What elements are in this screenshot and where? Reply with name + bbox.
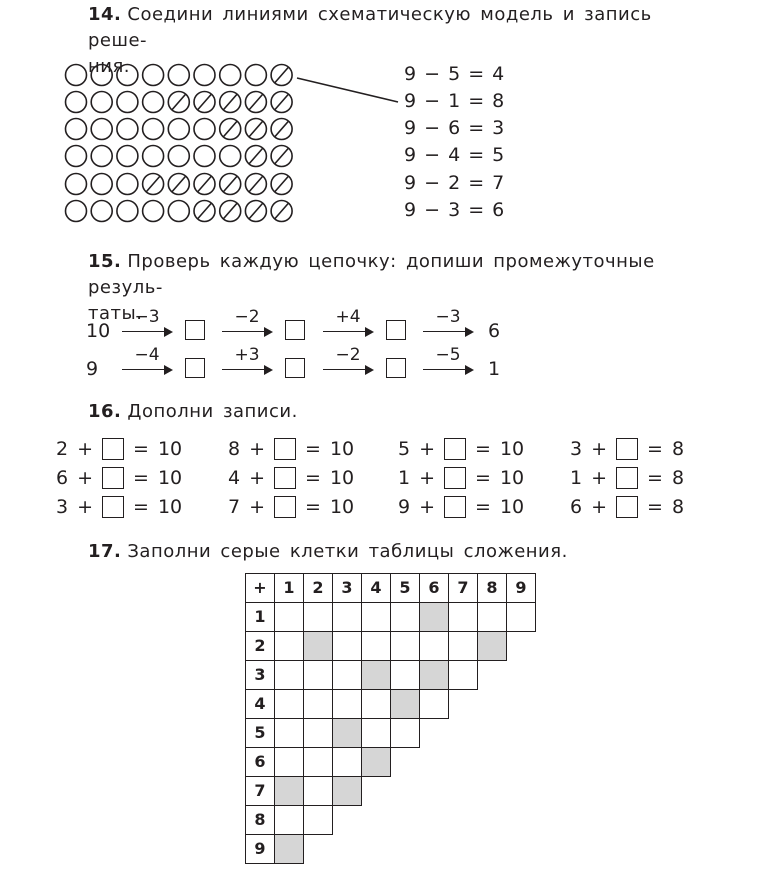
task-number: 15.	[88, 251, 122, 272]
plus-sign: +	[249, 467, 266, 489]
table-cell	[332, 689, 362, 719]
plus-sign: +	[77, 496, 94, 518]
circle	[117, 174, 138, 195]
arrow-shaft	[122, 369, 166, 370]
arrow-head	[365, 327, 374, 337]
circle	[143, 119, 164, 140]
fill-equation	[56, 465, 182, 491]
cross-out-stroke	[275, 148, 289, 164]
equals-sign: =	[475, 467, 491, 489]
gray-cell[interactable]	[477, 631, 507, 661]
arrow-operation: −4	[134, 345, 160, 365]
table-cell	[506, 602, 536, 632]
table-cell	[303, 747, 333, 777]
table-cell	[448, 602, 478, 632]
circle	[194, 65, 215, 86]
circle	[168, 146, 189, 167]
column-header: 2	[303, 573, 333, 603]
column-header: 6	[419, 573, 449, 603]
cross-out-stroke	[172, 176, 186, 192]
table-cell	[419, 631, 449, 661]
answer-box[interactable]	[444, 496, 466, 518]
fill-equation	[56, 494, 182, 520]
chain-row	[0, 345, 768, 386]
table-cell	[419, 689, 449, 719]
cross-out-stroke	[275, 121, 289, 137]
table-cell	[390, 718, 420, 748]
bead-row-drawing	[64, 172, 299, 198]
bead-row-drawing	[64, 199, 299, 225]
column-header: 9	[506, 573, 536, 603]
table-cell	[274, 805, 304, 835]
plus-sign: +	[591, 467, 608, 489]
cross-out-stroke	[275, 176, 289, 192]
equals-sign: =	[305, 467, 321, 489]
cross-out-stroke	[223, 176, 237, 192]
answer-box[interactable]	[386, 320, 406, 340]
table-cell	[477, 602, 507, 632]
sum: 10	[157, 467, 183, 489]
fill-equation	[56, 436, 182, 462]
task-number: 16.	[88, 401, 122, 422]
circle	[168, 201, 189, 222]
sum: 10	[157, 496, 183, 518]
row-header: 2	[245, 631, 275, 661]
row-header: 4	[245, 689, 275, 719]
circle	[220, 65, 241, 86]
cross-out-stroke	[198, 176, 212, 192]
arrow-head	[264, 365, 273, 375]
table-cell	[332, 602, 362, 632]
answer-box[interactable]	[274, 467, 296, 489]
circle	[91, 119, 112, 140]
answer-box[interactable]	[102, 496, 124, 518]
table-cell	[274, 689, 304, 719]
addend: 5	[398, 438, 411, 460]
plus-sign: +	[419, 496, 436, 518]
connector-line	[297, 78, 398, 102]
answer-box[interactable]	[616, 438, 638, 460]
task-text: Дополни записи.	[127, 401, 298, 422]
arrow-head	[465, 365, 474, 375]
sum: 10	[329, 496, 355, 518]
plus-sign: +	[77, 438, 94, 460]
fill-equation	[228, 494, 354, 520]
column-header: 3	[332, 573, 362, 603]
table-cell	[303, 602, 333, 632]
arrow-shaft	[222, 369, 266, 370]
table-cell	[274, 718, 304, 748]
row-header: 1	[245, 602, 275, 632]
arrow	[423, 307, 473, 341]
bead-row[interactable]	[64, 144, 299, 168]
circle	[91, 146, 112, 167]
arrow-operation: +3	[234, 345, 260, 365]
sum: 8	[671, 467, 685, 489]
plus-sign: +	[419, 438, 436, 460]
arrow-operation: −3	[134, 307, 160, 327]
fill-equation	[570, 465, 684, 491]
answer-box[interactable]	[102, 467, 124, 489]
table-cell	[390, 660, 420, 690]
table-cell	[303, 660, 333, 690]
gray-cell[interactable]	[274, 834, 304, 864]
answer-box[interactable]	[444, 438, 466, 460]
cross-out-stroke	[249, 121, 263, 137]
chain-start: 10	[86, 320, 111, 342]
equals-sign: =	[647, 496, 663, 518]
gray-cell[interactable]	[419, 660, 449, 690]
circle	[91, 201, 112, 222]
row-header: 9	[245, 834, 275, 864]
table-cell	[303, 776, 333, 806]
arrow-head	[164, 327, 173, 337]
equation[interactable]: 9 − 5 = 4	[404, 63, 506, 85]
column-header: 5	[390, 573, 420, 603]
table-cell	[361, 689, 391, 719]
gray-cell[interactable]	[303, 631, 333, 661]
arrow-shaft	[122, 331, 166, 332]
arrow-head	[365, 365, 374, 375]
circle	[66, 201, 87, 222]
table-cell	[448, 660, 478, 690]
arrow-shaft	[423, 369, 467, 370]
plus-sign: +	[249, 496, 266, 518]
circle	[194, 119, 215, 140]
sum: 10	[329, 467, 355, 489]
bead-row[interactable]	[64, 172, 299, 196]
addend: 2	[56, 438, 69, 460]
column-header: 4	[361, 573, 391, 603]
answer-box[interactable]	[285, 358, 305, 378]
cross-out-stroke	[249, 203, 263, 219]
circle	[168, 119, 189, 140]
chain-end: 1	[488, 358, 501, 380]
arrow-operation: +4	[335, 307, 361, 327]
arrow	[222, 345, 272, 379]
plus-sign: +	[77, 467, 94, 489]
addend: 8	[228, 438, 241, 460]
bead-row-drawing	[64, 117, 299, 143]
answer-box[interactable]	[102, 438, 124, 460]
circle	[245, 65, 266, 86]
circle	[143, 146, 164, 167]
addend: 1	[570, 467, 583, 489]
column-header: 8	[477, 573, 507, 603]
arrow-shaft	[323, 331, 367, 332]
task-text: Заполни серые клетки таблицы сложения.	[127, 541, 568, 562]
row-header: 3	[245, 660, 275, 690]
answer-box[interactable]	[274, 438, 296, 460]
cross-out-stroke	[146, 176, 160, 192]
fill-equation	[570, 494, 684, 520]
arrow-operation: −2	[234, 307, 260, 327]
arrow-shaft	[222, 331, 266, 332]
gray-cell[interactable]	[390, 689, 420, 719]
cross-out-stroke	[198, 203, 212, 219]
bead-row-drawing	[64, 63, 299, 89]
sum: 8	[671, 438, 685, 460]
circle	[66, 65, 87, 86]
arrow-head	[164, 365, 173, 375]
table-cell	[332, 747, 362, 777]
row-header: 7	[245, 776, 275, 806]
circle	[66, 146, 87, 167]
equals-sign: =	[475, 496, 491, 518]
table-cell	[390, 602, 420, 632]
bead-row[interactable]	[64, 90, 299, 114]
addend: 3	[570, 438, 583, 460]
answer-box[interactable]	[386, 358, 406, 378]
table-cell	[448, 631, 478, 661]
gray-cell[interactable]	[419, 602, 449, 632]
arrow	[323, 345, 373, 379]
addend: 3	[56, 496, 69, 518]
arrow	[122, 307, 172, 341]
circle	[117, 146, 138, 167]
arrow-operation: −5	[435, 345, 461, 365]
table-cell	[361, 631, 391, 661]
gray-cell[interactable]	[361, 660, 391, 690]
task-15-heading	[88, 249, 708, 327]
table-cell	[274, 631, 304, 661]
equals-sign: =	[305, 496, 321, 518]
equals-sign: =	[133, 467, 149, 489]
plus-sign: +	[419, 467, 436, 489]
equals-sign: =	[647, 438, 663, 460]
chain-row	[0, 307, 768, 348]
addend: 6	[570, 496, 583, 518]
equation[interactable]: 9 − 2 = 7	[404, 172, 506, 194]
sum: 8	[671, 496, 685, 518]
table-cell	[332, 631, 362, 661]
equals-sign: =	[133, 438, 149, 460]
fill-equation	[570, 436, 684, 462]
sum: 10	[499, 467, 525, 489]
fill-equation	[228, 436, 354, 462]
circle	[117, 92, 138, 113]
fill-equation	[398, 436, 524, 462]
table-cell	[361, 718, 391, 748]
answer-box[interactable]	[616, 467, 638, 489]
cross-out-stroke	[275, 94, 289, 110]
equation[interactable]: 9 − 4 = 5	[404, 144, 506, 166]
arrow-shaft	[323, 369, 367, 370]
bead-row-drawing	[64, 90, 299, 116]
table-cell	[274, 602, 304, 632]
row-header: 5	[245, 718, 275, 748]
arrow	[323, 307, 373, 341]
sum: 10	[499, 438, 525, 460]
arrow-head	[465, 327, 474, 337]
answer-box[interactable]	[185, 358, 205, 378]
answer-box[interactable]	[274, 496, 296, 518]
cross-out-stroke	[249, 94, 263, 110]
equals-sign: =	[647, 467, 663, 489]
circle	[91, 65, 112, 86]
cross-out-stroke	[275, 67, 289, 83]
task-number: 14.	[88, 4, 122, 25]
task-16-heading	[88, 399, 298, 425]
answer-box[interactable]	[616, 496, 638, 518]
table-corner: +	[245, 573, 275, 603]
cross-out-stroke	[172, 94, 186, 110]
answer-box[interactable]	[285, 320, 305, 340]
circle	[66, 92, 87, 113]
circle	[168, 65, 189, 86]
bead-row-drawing	[64, 144, 299, 170]
column-header: 7	[448, 573, 478, 603]
task-17-heading	[88, 539, 568, 565]
equation[interactable]: 9 − 3 = 6	[404, 199, 506, 221]
chain-end: 6	[488, 320, 501, 342]
circle	[220, 146, 241, 167]
fill-equation	[228, 465, 354, 491]
circle	[66, 119, 87, 140]
column-header: 1	[274, 573, 304, 603]
addend: 1	[398, 467, 411, 489]
equation[interactable]: 9 − 1 = 8	[404, 90, 506, 112]
table-cell	[303, 718, 333, 748]
circle	[194, 146, 215, 167]
arrow	[423, 345, 473, 379]
sum: 10	[329, 438, 355, 460]
sum: 10	[157, 438, 183, 460]
cross-out-stroke	[249, 148, 263, 164]
arrow-operation: −3	[435, 307, 461, 327]
cross-out-stroke	[223, 121, 237, 137]
arrow-operation: −2	[335, 345, 361, 365]
addend: 6	[56, 467, 69, 489]
fill-equation	[398, 465, 524, 491]
equals-sign: =	[475, 438, 491, 460]
equals-sign: =	[133, 496, 149, 518]
task-text: Проверь каждую цепочку: допиши промежуточные резуль- таты.	[88, 251, 655, 324]
table-cell	[274, 660, 304, 690]
table-cell	[332, 660, 362, 690]
answer-box[interactable]	[444, 467, 466, 489]
table-cell	[303, 689, 333, 719]
arrow	[222, 307, 272, 341]
arrow-head	[264, 327, 273, 337]
circle	[117, 65, 138, 86]
circle	[117, 201, 138, 222]
equals-sign: =	[305, 438, 321, 460]
gray-cell[interactable]	[361, 747, 391, 777]
row-header: 6	[245, 747, 275, 777]
task-number: 17.	[88, 541, 122, 562]
cross-out-stroke	[249, 176, 263, 192]
plus-sign: +	[249, 438, 266, 460]
bead-row[interactable]	[64, 63, 299, 87]
plus-sign: +	[591, 438, 608, 460]
gray-cell[interactable]	[332, 776, 362, 806]
bead-row[interactable]	[64, 117, 299, 141]
equation[interactable]: 9 − 6 = 3	[404, 117, 506, 139]
row-header: 8	[245, 805, 275, 835]
answer-box[interactable]	[185, 320, 205, 340]
gray-cell[interactable]	[332, 718, 362, 748]
plus-sign: +	[591, 496, 608, 518]
addend: 9	[398, 496, 411, 518]
cross-out-stroke	[223, 94, 237, 110]
cross-out-stroke	[275, 203, 289, 219]
table-cell	[274, 747, 304, 777]
bead-row[interactable]	[64, 199, 299, 223]
table-cell	[361, 602, 391, 632]
arrow-shaft	[423, 331, 467, 332]
sum: 10	[499, 496, 525, 518]
table-cell	[390, 631, 420, 661]
circle	[143, 92, 164, 113]
gray-cell[interactable]	[274, 776, 304, 806]
circle	[143, 201, 164, 222]
circle	[117, 119, 138, 140]
cross-out-stroke	[198, 94, 212, 110]
circle	[143, 65, 164, 86]
circle	[91, 174, 112, 195]
addend: 7	[228, 496, 241, 518]
addend: 4	[228, 467, 241, 489]
circle	[66, 174, 87, 195]
table-cell	[303, 805, 333, 835]
task-text: Соедини линиями схематическую модель и запись реше- ния.	[88, 4, 652, 77]
fill-equation	[398, 494, 524, 520]
cross-out-stroke	[223, 203, 237, 219]
circle	[91, 92, 112, 113]
arrow	[122, 345, 172, 379]
chain-start: 9	[86, 358, 99, 380]
